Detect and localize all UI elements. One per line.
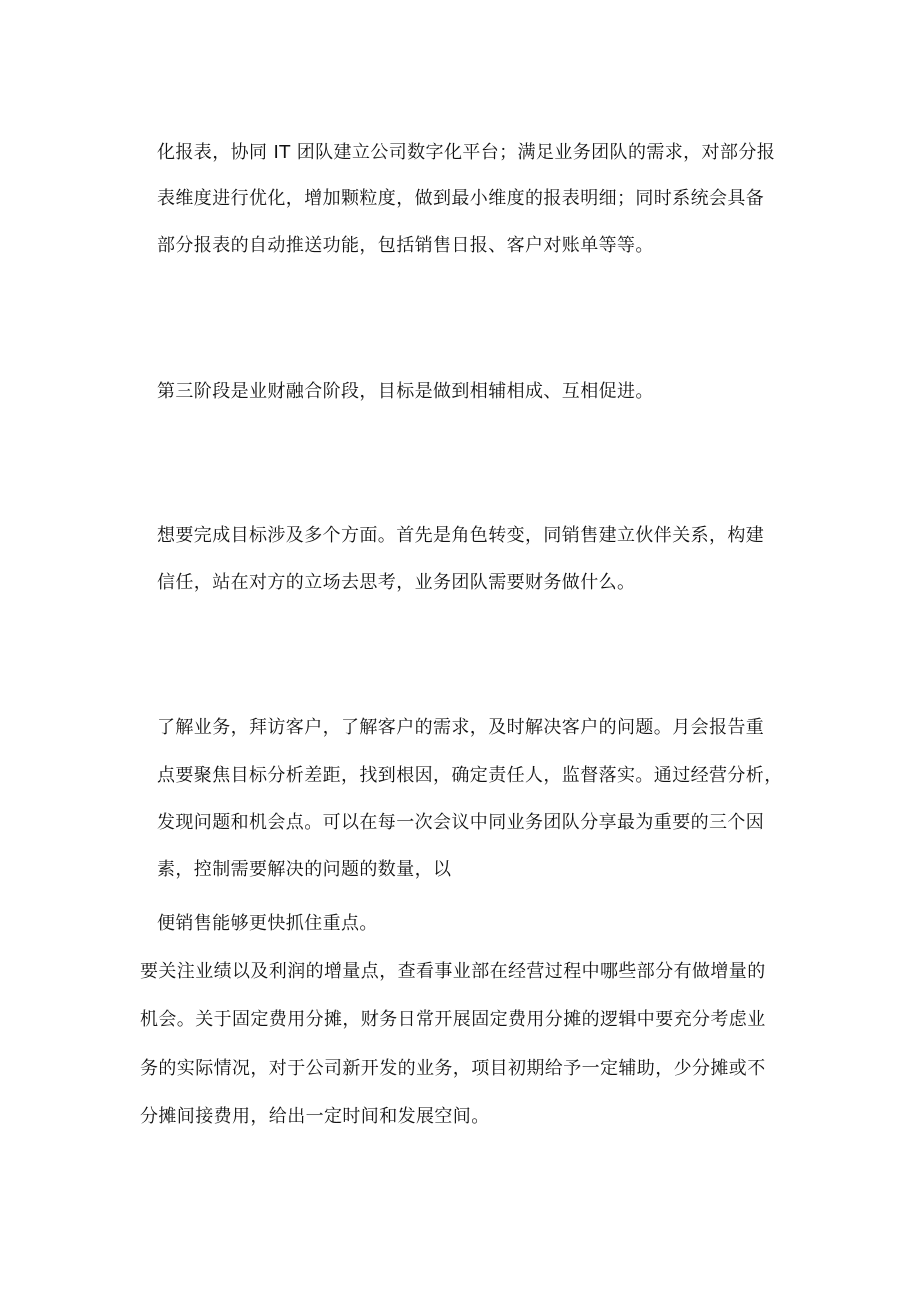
text-line: 要关注业绩以及利润的增量点，查看事业部在经营过程中哪些部分有做增量的	[140, 961, 766, 982]
text-line: 部分报表的自动推送功能，包括销售日报、客户对账单等等。	[157, 235, 654, 256]
text-line: 机会。关于固定费用分摊，财务日常开展固定费用分摊的逻辑中要充分考虑业	[140, 1009, 766, 1030]
text-line: 发现问题和机会点。可以在每一次会议中同业务团队分享最为重要的三个因	[157, 812, 765, 833]
text-line: 素，控制需要解决的问题的数量，以	[157, 859, 452, 880]
text-line: 点要聚焦目标分析差距，找到根因，确定责任人，监督落实。通过经营分析，	[157, 765, 783, 786]
text-line: 第三阶段是业财融合阶段，目标是做到相辅相成、互相促进。	[157, 381, 654, 402]
text-line: 表维度进行优化，增加颗粒度，做到最小维度的报表明细；同时系统会具备	[157, 188, 765, 209]
text-line: 了解业务，拜访客户，了解客户的需求，及时解决客户的问题。月会报告重	[157, 717, 765, 738]
text-line: 便销售能够更快抓住重点。	[157, 913, 378, 934]
text-line: 务的实际情况，对于公司新开发的业务，项目初期给予一定辅助，少分摊或不	[140, 1058, 766, 1079]
text-line: 想要完成目标涉及多个方面。首先是角色转变，同销售建立伙伴关系，构建	[157, 525, 765, 546]
text-line: 化报表，协同 IT 团队建立公司数字化平台；满足业务团队的需求，对部分报	[157, 142, 776, 163]
text-line: 信任，站在对方的立场去思考，业务团队需要财务做什么。	[157, 572, 636, 593]
text-line: 分摊间接费用，给出一定时间和发展空间。	[140, 1106, 490, 1127]
